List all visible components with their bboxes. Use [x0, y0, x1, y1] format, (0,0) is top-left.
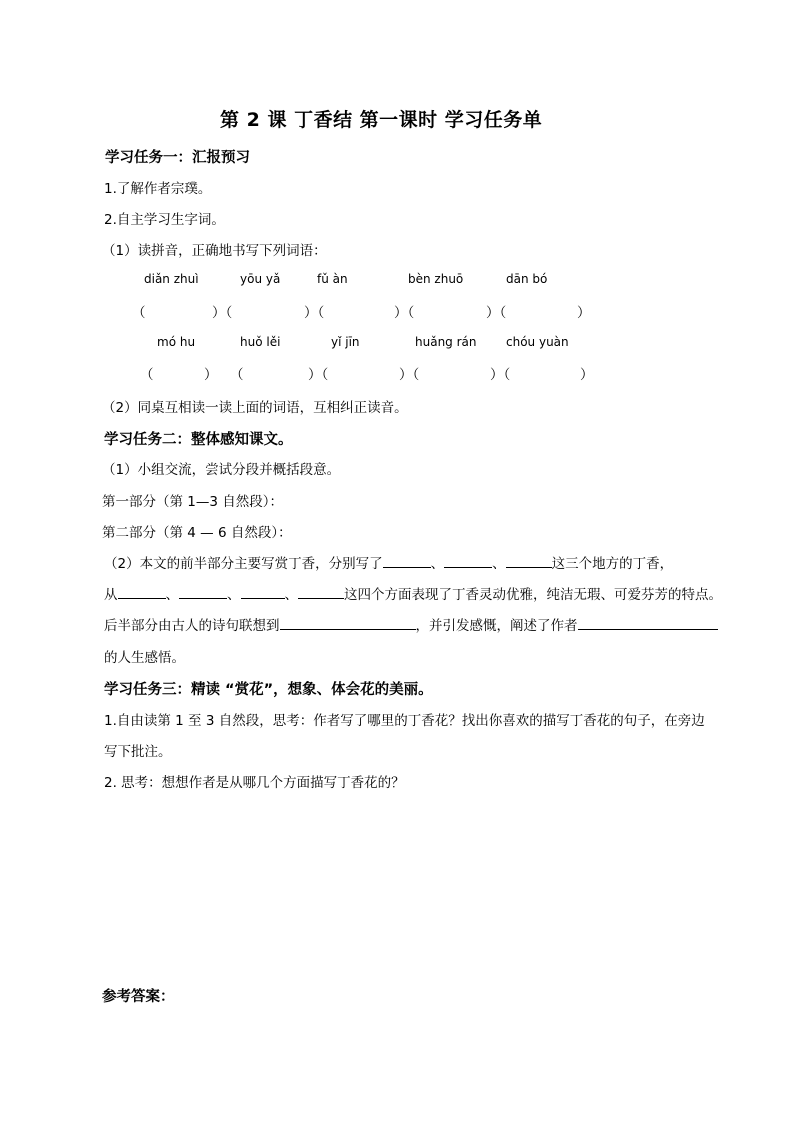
- task2-q2-line4: 的人生感悟。: [104, 650, 185, 666]
- q2-text-f: ，并引发感慨，阐述了作者: [415, 618, 578, 634]
- blank[interactable]: [578, 615, 718, 630]
- q2-text-a: （2）本文的前半部分主要写赏丁香，分别写了: [104, 556, 383, 572]
- task3-heading: 学习任务三：精读 “赏花”，想象、体会花的美丽。: [104, 682, 433, 698]
- answer-bracket: （: [140, 367, 154, 383]
- blank[interactable]: [179, 584, 227, 599]
- pinyin-7: huǒ lěi: [240, 335, 281, 349]
- task1-sub2: （2）同桌互相读一读上面的词语，互相纠正读音。: [102, 400, 408, 416]
- blank[interactable]: [444, 553, 492, 568]
- task1-sub1: （1）读拼音，正确地书写下列词语：: [102, 243, 327, 259]
- blank[interactable]: [506, 553, 552, 568]
- blank[interactable]: [280, 615, 416, 630]
- pinyin-4: bèn zhuō: [408, 272, 464, 286]
- answer-bracket: ）（: [308, 367, 329, 383]
- pinyin-3: fǔ àn: [317, 272, 348, 286]
- task2-q2-line2: [104, 583, 722, 603]
- task1-heading: 学习任务一：汇报预习: [105, 150, 250, 166]
- pinyin-9: huǎng rán: [415, 335, 477, 349]
- answer-bracket: ）: [204, 367, 218, 383]
- q2-text-e: 后半部分由古人的诗句联想到: [104, 618, 280, 634]
- answer-bracket: ）（: [212, 305, 233, 321]
- q2-text-d: 这四个方面表现了丁香灵动优雅，纯洁无瑕、可爱芬芳的特点。: [344, 587, 722, 603]
- blank[interactable]: [298, 584, 344, 599]
- answer-bracket: ）（: [304, 305, 325, 321]
- pinyin-10: chóu yuàn: [506, 335, 569, 349]
- pinyin-2: yōu yǎ: [240, 272, 281, 286]
- task2-q2-line1: [104, 552, 673, 572]
- task1-item1: 1.了解作者宗璞。: [104, 181, 212, 197]
- task2-q2-line3: [104, 614, 718, 634]
- answer-bracket: ）（: [486, 305, 507, 321]
- pinyin-6: mó hu: [157, 335, 196, 349]
- answer-label: 参考答案：: [102, 989, 175, 1005]
- q2-text-c: 从: [104, 587, 118, 603]
- answer-bracket: ）（: [490, 367, 511, 383]
- pinyin-5: dān bó: [506, 272, 548, 286]
- task3-q1-line2: 写下批注。: [104, 744, 172, 760]
- blank[interactable]: [383, 553, 431, 568]
- separator: 、: [227, 587, 241, 603]
- answer-bracket: ）（: [394, 305, 415, 321]
- answer-bracket: ）: [577, 305, 591, 321]
- separator: 、: [430, 556, 445, 572]
- blank[interactable]: [118, 584, 166, 599]
- task2-part1: 第一部分（第 1—3 自然段）：: [102, 494, 284, 510]
- answer-bracket: （: [230, 367, 244, 383]
- pinyin-8: yǐ jīn: [331, 335, 360, 349]
- task3-q1-line1: 1.自由读第 1 至 3 自然段，思考：作者写了哪里的丁香花？找出你喜欢的描写丁香花的句子，在旁边: [104, 713, 705, 729]
- answer-bracket: ）: [580, 367, 594, 383]
- separator: 、: [165, 587, 179, 603]
- pinyin-1: diǎn zhuì: [144, 272, 199, 286]
- page-title: 第 2 课 丁香结 第一课时 学习任务单: [220, 109, 543, 131]
- task2-heading: 学习任务二：整体感知课文。: [104, 432, 293, 448]
- answer-bracket: （: [132, 305, 146, 321]
- task2-sub1: （1）小组交流，尝试分段并概括段意。: [102, 462, 341, 478]
- blank[interactable]: [241, 584, 285, 599]
- answer-bracket: ）（: [399, 367, 420, 383]
- q2-text-b: 这三个地方的丁香，: [551, 556, 674, 572]
- separator: 、: [492, 556, 506, 572]
- task1-item2: 2.自主学习生字词。: [104, 212, 225, 228]
- task2-part2: 第二部分（第 4 — 6 自然段）：: [102, 525, 292, 541]
- task3-q2: 2. 思考：想想作者是从哪几个方面描写丁香花的？: [104, 775, 405, 791]
- separator: 、: [284, 587, 298, 603]
